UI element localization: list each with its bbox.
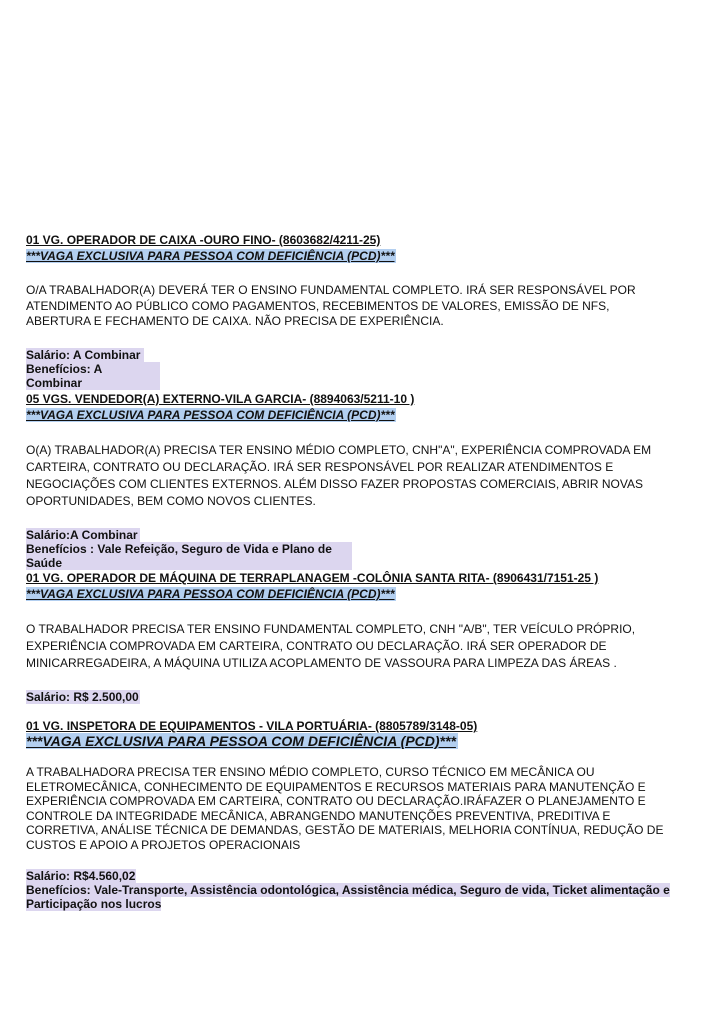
job-description: O(A) TRABALHADOR(A) PRECISA TER ENSINO MÉDIO COMPLETO, CNH"A", EXPERIÊNCIA COMPROVADA EM CARTEIRA, CONTRATO OU DECLARAÇÃO. IRÁ SER RESPONSÁVEL POR REALIZAR ATENDIMENTOS E NEGOCIAÇÕES COM CLIENTES EXTERNOS. ALÉM DISSO FAZER PROPOSTAS COMERCIAIS, ABRIR NOVAS OPORTUNIDADES, BEM COMO NOVOS CLIENTES. [26, 443, 652, 508]
pcd-notice: ***VAGA EXCLUSIVA PARA PESSOA COM DEFICIÊNCIA (PCD)*** [26, 249, 395, 263]
job-compensation [26, 869, 676, 911]
job-title: 01 VG. INSPETORA DE EQUIPAMENTOS - VILA PORTUÁRIA- (8805789/3148-05) [26, 719, 478, 733]
job-description: O TRABALHADOR PRECISA TER ENSINO FUNDAMENTAL COMPLETO, CNH "A/B", TER VEÍCULO PRÓPRIO, EXPERIÊNCIA COMPROVADA EM CARTEIRA, CONTRATO OU DECLARAÇÃO. IRÁ SER OPERADOR DE MINICARREGADEIRA, A MÁQUINA UTILIZA ACOPLAMENTO DE VASSOURA PARA LIMPEZA DAS ÁREAS . [26, 622, 636, 670]
benefits: Benefícios : Vale Refeição, Seguro de Vida e Plano de Saúde [26, 542, 352, 570]
salary: Salário: R$4.560,02 [26, 868, 136, 883]
salary: Salário: A Combinar [26, 348, 144, 362]
job-listing-2 [26, 392, 676, 570]
job-compensation [26, 528, 676, 570]
job-title: 05 VGS. VENDEDOR(A) EXTERNO-VILA GARCIA- (8894063/5211-10 ) [26, 392, 415, 406]
job-listing-3 [26, 571, 676, 704]
benefits: Benefícios: Vale-Transporte, Assistência odontológica, Assistência médica, Seguro de vida, Ticket alimentação e Participação nos lucros [26, 882, 670, 911]
job-title: 01 VG. OPERADOR DE MÁQUINA DE TERRAPLANAGEM -COLÔNIA SANTA RITA- (8906431/7151-25 ) [26, 571, 599, 585]
job-title: 01 VG. OPERADOR DE CAIXA -OURO FINO- (8603682/4211-25) [26, 233, 381, 247]
salary: Salário:A Combinar [26, 528, 140, 542]
job-compensation [26, 348, 676, 390]
pcd-notice: ***VAGA EXCLUSIVA PARA PESSOA COM DEFICIÊNCIA (PCD)*** [26, 408, 395, 422]
benefits: Benefícios: A Combinar [26, 362, 160, 390]
pcd-notice: ***VAGA EXCLUSIVA PARA PESSOA COM DEFICIÊNCIA (PCD)*** [26, 587, 395, 601]
salary: Salário: R$ 2.500,00 [26, 690, 139, 704]
job-description: A TRABALHADORA PRECISA TER ENSINO MÉDIO COMPLETO, CURSO TÉCNICO EM MECÂNICA OU ELETROMECÂNICA, CONHECIMENTO DE EQUIPAMENTOS E RECURSOS MATERIAIS PARA MANUTENÇÃO E EXPERIÊNCIA COMPROVADA EM CARTEIRA, CONTRATO OU DECLARAÇÃO.IRÁFAZER O PLANEJAMENTO E CONTROLE DA INTEGRIDADE MECÂNICA, ABRANGENDO MANUTENÇÕES PREVENTIVA, PREDITIVA E CORRETIVA, ANÁLISE TÉCNICA DE DEMANDAS, GESTÃO DE MATERIAIS, MELHORIA CONTÍNUA, REDUÇÃO DE CUSTOS E APOIO A PROJETOS OPERACIONAIS [26, 765, 664, 852]
job-compensation [26, 690, 676, 704]
job-description: O/A TRABALHADOR(A) DEVERÁ TER O ENSINO FUNDAMENTAL COMPLETO. IRÁ SER RESPONSÁVEL POR ATENDIMENTO AO PÚBLICO COMO PAGAMENTOS, RECEBIMENTOS DE VALORES, EMISSÃO DE NFS, ABERTURA E FECHAMENTO DE CAIXA. NÃO PRECISA DE EXPERIÊNCIA. [26, 283, 636, 328]
pcd-notice: ***VAGA EXCLUSIVA PARA PESSOA COM DEFICIÊNCIA (PCD)*** [26, 733, 456, 749]
job-listing-1 [26, 233, 676, 390]
job-listing-4 [26, 719, 676, 911]
